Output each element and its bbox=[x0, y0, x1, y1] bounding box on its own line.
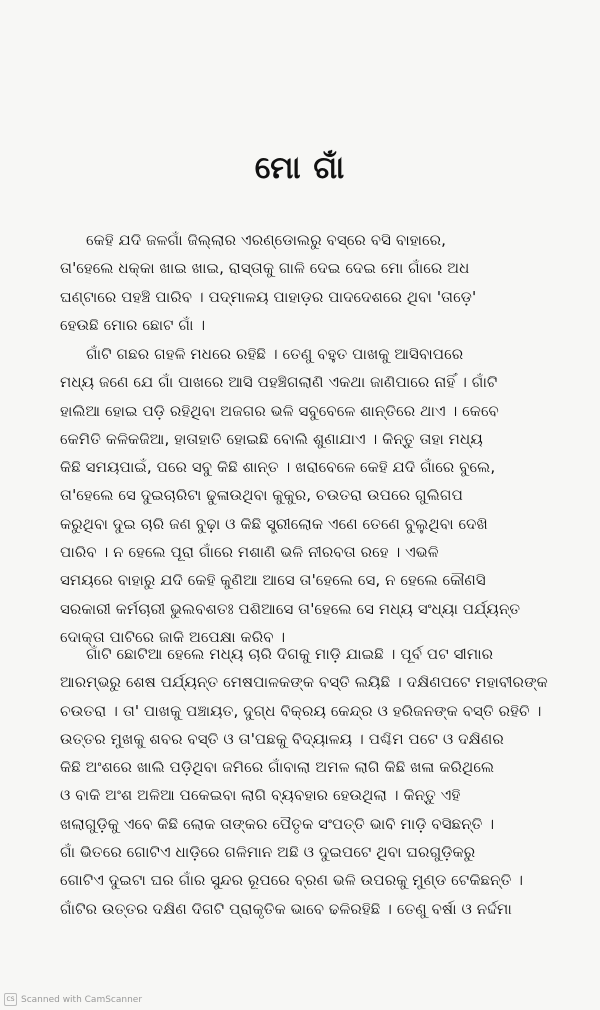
text-line: କେହି ଯଦି ଜଳଗାଁ ଜିଲ୍ଲାର ଏରଣ୍ଡୋଲରୁ ବସ୍‌ରେ ବସି ବାହାରେ, bbox=[86, 231, 446, 249]
text-line: ଗୋଟିଏ ଦୁଇଟା ଘର ଗାଁର ସୁନ୍ଦର ରୂପରେ ବ୍ରଣ ଭଳି ଉପରକୁ ମୁଣ୍ଡ ଟେକିଛନ୍ତି । bbox=[60, 871, 524, 890]
text-line: ଗାଁ ଭିତରେ ଗୋଟିଏ ଧାଡ଼ିରେ ଗଳିମାନ ଅଛି ଓ ଦୁଇପଟେ ଥିବା ଘରଗୁଡ଼ିକରୁ bbox=[60, 843, 476, 862]
text-line: ହାଲିଆ ହୋଇ ପଡ଼ି ରହିଥିବା ଅଜଗର ଭଳି ସବୁବେଳେ ଶାନ୍ତିରେ ଥାଏ । କେବେ bbox=[60, 401, 499, 420]
text-line: ତା'ହେଲେ ଧକ୍କା ଖାଇ ଖାଇ, ରାସ୍ତାକୁ ଗାଳି ଦେଇ ଦେଇ ମୋ ଗାଁରେ ଅଧ bbox=[60, 259, 470, 278]
text-line: କେମିତି କଳିକଜିଆ, ହାତାହାତି ହୋଇଛି ବୋଲି ଶୁଣାଯାଏ । କିନ୍ତୁ ତାହା ମଧ୍ୟ bbox=[60, 429, 483, 448]
text-line: ଗାଁଟି ଗଛର ଗହଳି ମଧରେ ରହିଛି । ତେଣୁ ବହୁତ ପାଖକୁ ଆସିବାପରେ bbox=[86, 345, 464, 363]
text-line: ସମୟରେ ବାହାରୁ ଯଦି କେହି କୁଣିଆ ଆସେ ତା'ହେଲେ ସେ, ନ ହେଲେ କୌଣସି bbox=[60, 571, 486, 590]
text-line: ଗାଁଟି ଛୋଟିଆ ହେଲେ ମଧ୍ୟ ଚାରି ଦିଗକୁ ମାଡ଼ି ଯାଇଛି । ପୂର୍ବ ପଟ ସୀମାର bbox=[86, 645, 494, 663]
watermark-text: Scanned with CamScanner bbox=[21, 994, 143, 1005]
paragraph-2 bbox=[60, 340, 550, 651]
text-line: ଦୋକ୍ତା ପାଟିରେ ଜାକି ଅପେକ୍ଷା କରିବ । bbox=[60, 627, 286, 646]
text-line: ପାରିବ । ନ ହେଲେ ପୂରା ଗାଁରେ ମଶାଣି ଭଳି ନୀରବତା ରହେ । ଏଭଳି bbox=[60, 543, 439, 562]
paragraph-1 bbox=[60, 226, 550, 339]
text-line: ଉତ୍ତର ମୁଖକୁ ଶବର ବସ୍ତି ଓ ତା'ପଛକୁ ବିଦ୍ୟାଳୟ । ପଶ୍ଚିମ ପଟେ ଓ ଦକ୍ଷିଣର bbox=[60, 729, 504, 748]
text-line: ଚଉତରା । ତା' ପାଖକୁ ପଞ୍ଚାୟତ, ଦୁଗ୍ଧ ବିକ୍ରୟ କେନ୍ଦ୍ର ଓ ହରିଜନଙ୍କ ବସ୍ତି ରହିଚି । bbox=[60, 701, 542, 720]
text-line: ଖଲାଗୁଡ଼ିକୁ ଏବେ କିଛି ଲୋକ ତାଙ୍କର ପୈତୃକ ସଂପତ୍ତି ଭାବି ମାଡ଼ି ବସିଛନ୍ତି । bbox=[60, 814, 495, 833]
text-line: ସରକାରୀ କର୍ମଚାରୀ ଭୁଲବଶତଃ ପଶିଆସେ ତା'ହେଲେ ସେ ମଧ୍ୟ ସଂଧ୍ୟା ପର୍ଯ୍ୟନ୍ତ bbox=[60, 599, 521, 618]
text-line: ଘଣ୍ଟାରେ ପହଞ୍ଚି ପାରିବ । ପଦ୍ମାଳୟ ପାହାଡ଼ର ପାଦଦେଶରେ ଥିବା 'ତାଡ଼େ' bbox=[60, 287, 477, 306]
text-line: ହେଉଛି ମୋର ଛୋଟ ଗାଁ । bbox=[60, 315, 206, 334]
text-line: ଓ ବାକି ଅଂଶ ଅଳିଆ ପକେଇବା ଲାଗି ବ୍ୟବହାର ହେଉଥିଲା । କିନ୍ତୁ ଏହି bbox=[60, 786, 461, 805]
text-line: ତା'ହେଲେ ସେ ଦୁଇଚାରିଟା ଢୁଳାଉଥିବା କୁକୁର, ଚଉତରା ଉପରେ ଗୁଲିଗପ bbox=[60, 486, 463, 505]
page-title: ମୋ ଗାଁ bbox=[254, 150, 346, 186]
text-line: ଆରମ୍ଭରୁ ଶେଷ ପର୍ଯ୍ୟନ୍ତ ମେଷପାଳକଙ୍କ ବସ୍ତି ଲୟିଛି । ଦକ୍ଷିଣପଟେ ମହାବୀରଙ୍କ bbox=[60, 673, 548, 692]
text-line: କିଛି ଅଂଶରେ ଖାଲି ପଡ଼ିଥିବା ଜମିରେ ଗାଁବାଲା ଅମଳ ଲାଗି କିଛି ଖଳା କରିଥିଲେ bbox=[60, 758, 495, 777]
text-line: ଗାଁଟିର ଉତ୍ତର ଦକ୍ଷିଣ ଦିଗଟି ପ୍ରାକୃତିକ ଭାବେ ଢଳିରହିଛି । ତେଣୁ ବର୍ଷା ଓ ନର୍ଦ୍ଦମା bbox=[60, 899, 512, 918]
scanner-watermark bbox=[4, 993, 142, 1006]
text-line: ମଧ୍ୟ ଜଣେ ଯେ ଗାଁ ପାଖରେ ଆସି ପହଞ୍ଚିଗଲାଣି ଏକଥା ଜାଣିପାରେ ନାହିଁ । ଗାଁଟି bbox=[60, 373, 498, 392]
text-line: କିଛି ସମୟପାଇଁ, ପରେ ସବୁ କିଛି ଶାନ୍ତ । ଖରାବେଳେ କେହି ଯଦି ଗାଁରେ ବୁଲେ, bbox=[60, 458, 496, 477]
paragraph-3 bbox=[60, 640, 550, 923]
text-line: କରୁଥିବା ଦୁଇ ଚାରି ଜଣ ବୁଢ଼ା ଓ କିଛି ସ୍ତ୍ରୀଲୋକ ଏଣେ ତେଣେ ବୁଲୁଥିବା ଦେଖି bbox=[60, 514, 488, 533]
camscanner-logo-icon: CS bbox=[4, 993, 17, 1006]
